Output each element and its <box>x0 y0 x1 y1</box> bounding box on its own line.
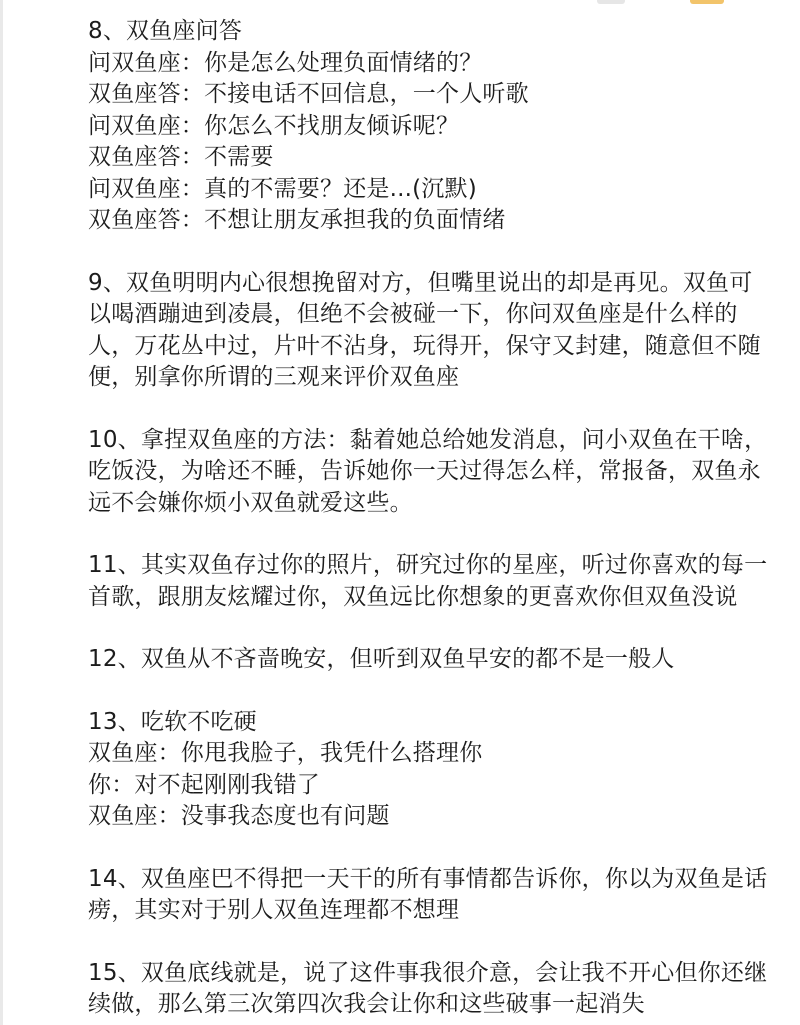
text-line: 人，万花丛中过，片叶不沾身，玩得开，保守又封建，随意但不随 <box>88 332 761 359</box>
text-line: 14、双鱼座巴不得把一天干的所有事情都告诉你，你以为双鱼是话 <box>88 865 768 892</box>
text-line: 8、双鱼座问答 <box>88 18 243 44</box>
text-line: 10、拿捏双鱼座的方法：黏着她总给她发消息，问小双鱼在干啥， <box>88 426 768 453</box>
text-line: 问双鱼座：你怎么不找朋友倾诉呢？ <box>88 112 460 139</box>
section-15 <box>88 958 788 1021</box>
top-decoration-gray <box>597 0 625 4</box>
top-strip <box>0 0 800 8</box>
text-line: 痨，其实对于别人双鱼连理都不想理 <box>88 897 460 923</box>
text-line: 13、吃软不吃硬 <box>88 708 257 735</box>
text-line: 双鱼座答：不想让朋友承担我的负面情绪 <box>88 207 506 233</box>
text-line: 吃饭没，为啥还不睡，告诉她你一天过得怎么样，常报备，双鱼永 <box>88 458 761 484</box>
text-line: 问双鱼座：你是怎么处理负面情绪的？ <box>88 49 483 76</box>
text-line: 双鱼座：你甩我脸子，我凭什么搭理你 <box>88 740 483 766</box>
section-8 <box>88 16 788 237</box>
text-line: 15、双鱼底线就是，说了这件事我很介意，会让我不开心但你还继 <box>88 959 768 986</box>
text-line: 远不会嫌你烦小双鱼就爱这些。 <box>88 489 413 516</box>
section-10 <box>88 425 788 520</box>
text-line: 双鱼座：没事我态度也有问题 <box>88 803 390 829</box>
left-edge-shadow <box>0 0 3 1025</box>
section-9 <box>88 268 788 394</box>
text-line: 以喝酒蹦迪到凌晨，但绝不会被碰一下，你问双鱼座是什么样的 <box>88 301 738 327</box>
section-11 <box>88 550 788 613</box>
section-12 <box>88 644 788 676</box>
text-line: 续做，那么第三次第四次我会让你和这些破事一起消失 <box>88 991 645 1017</box>
top-decoration-orange <box>690 0 724 4</box>
text-line: 12、双鱼从不吝啬晚安，但听到双鱼早安的都不是一般人 <box>88 646 675 672</box>
text-line: 便，别拿你所谓的三观来评价双鱼座 <box>88 364 460 390</box>
text-line: 11、其实双鱼存过你的照片，研究过你的星座，听过你喜欢的每一 <box>88 552 768 578</box>
text-line: 首歌，跟朋友炫耀过你，双鱼远比你想象的更喜欢你但双鱼没说 <box>88 583 738 610</box>
text-line: 9、双鱼明明内心很想挽留对方，但嘴里说出的却是再见。双鱼可 <box>88 269 753 296</box>
text-line: 你：对不起刚刚我错了 <box>88 771 320 798</box>
text-content <box>88 16 788 1021</box>
text-line: 双鱼座答：不需要 <box>88 144 274 170</box>
section-14 <box>88 864 788 927</box>
section-13 <box>88 707 788 833</box>
text-line: 双鱼座答：不接电话不回信息，一个人听歌 <box>88 81 529 107</box>
text-line: 问双鱼座：真的不需要？还是...(沉默) <box>88 175 477 202</box>
